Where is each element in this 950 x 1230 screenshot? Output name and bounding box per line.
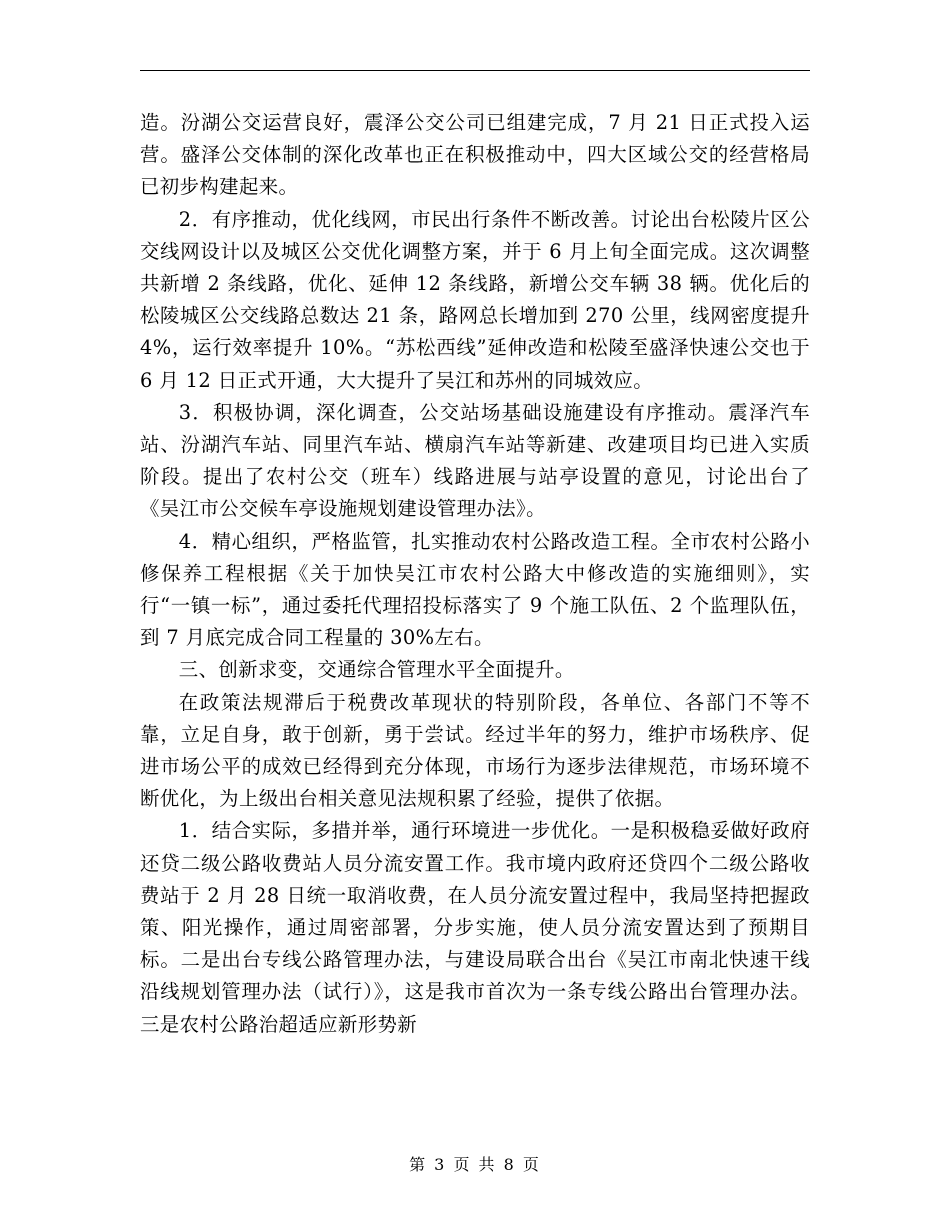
page-footer: 第 3 页 共 8 页 xyxy=(409,1155,541,1174)
paragraph-section-intro: 在政策法规滞后于税费改革现状的特别阶段，各单位、各部门不等不靠，立足自身，敢于创新，勇于尝试。经过半年的努力，维护市场秩序、促进市场公平的成效已经得到充分体现，市场行为逐步法律规范，市场环境不断优化，为上级出台相关意见法规积累了经验，提供了依据。 xyxy=(140,690,810,811)
paragraph-item-4: 4．精心组织，严格监管，扎实推动农村公路改造工程。全市农村公路小修保养工程根据《关于加快吴江市农村公路大中修改造的实施细则》，实行“一镇一标”，通过委托代理招投标落实了 9 个施工队伍、2 个监理队伍，到 7 月底完成合同工程量的 30%左右。 xyxy=(140,529,810,650)
paragraph-continued: 造。汾湖公交运营良好，震泽公交公司已组建完成，7 月 21 日正式投入运营。盛泽公交体制的深化改革也正在积极推动中，四大区域公交的经营格局已初步构建起来。 xyxy=(140,111,810,199)
section-heading-3: 三、创新求变，交通综合管理水平全面提升。 xyxy=(178,658,575,682)
header-rule xyxy=(140,70,810,71)
body-text xyxy=(140,107,810,1041)
paragraph-item-3: 3．积极协调，深化调查，公交站场基础设施建设有序推动。震泽汽车站、汾湖汽车站、同里汽车站、横扇汽车站等新建、改建项目均已进入实质阶段。提出了农村公交（班车）线路进展与站亭设置的意见，讨论出台了《吴江市公交候车亭设施规划建设管理办法》。 xyxy=(140,400,810,521)
paragraph-item-2: 2．有序推动，优化线网，市民出行条件不断改善。讨论出台松陵片区公交线网设计以及城区公交优化调整方案，并于 6 月上旬全面完成。这次调整共新增 2 条线路，优化、延伸 12 条线路，新增公交车辆 38 辆。优化后的松陵城区公交线路总数达 21 条，路网总长增加到 270 公里，线网密度提升 4%，运行效率提升 10%。“苏松西线”延伸改造和松陵至盛泽快速公交也于 6 月 12 日正式开通，大大提升了吴江和苏州的同城效应。 xyxy=(140,207,810,392)
paragraph-item-1: 1．结合实际，多措并举，通行环境进一步优化。一是积极稳妥做好政府还贷二级公路收费站人员分流安置工作。我市境内政府还贷四个二级公路收费站于 2 月 28 日统一取消收费，在人员分流安置过程中，我局坚持把握政策、阳光操作，通过周密部署，分步实施，使人员分流安置达到了预期目标。二是出台专线公路管理办法，与建设局联合出台《吴江市南北快速干线沿线规划管理办法（试行）》，这是我市首次为一条专线公路出台管理办法。三是农村公路治超适应新形势新 xyxy=(140,819,810,1036)
